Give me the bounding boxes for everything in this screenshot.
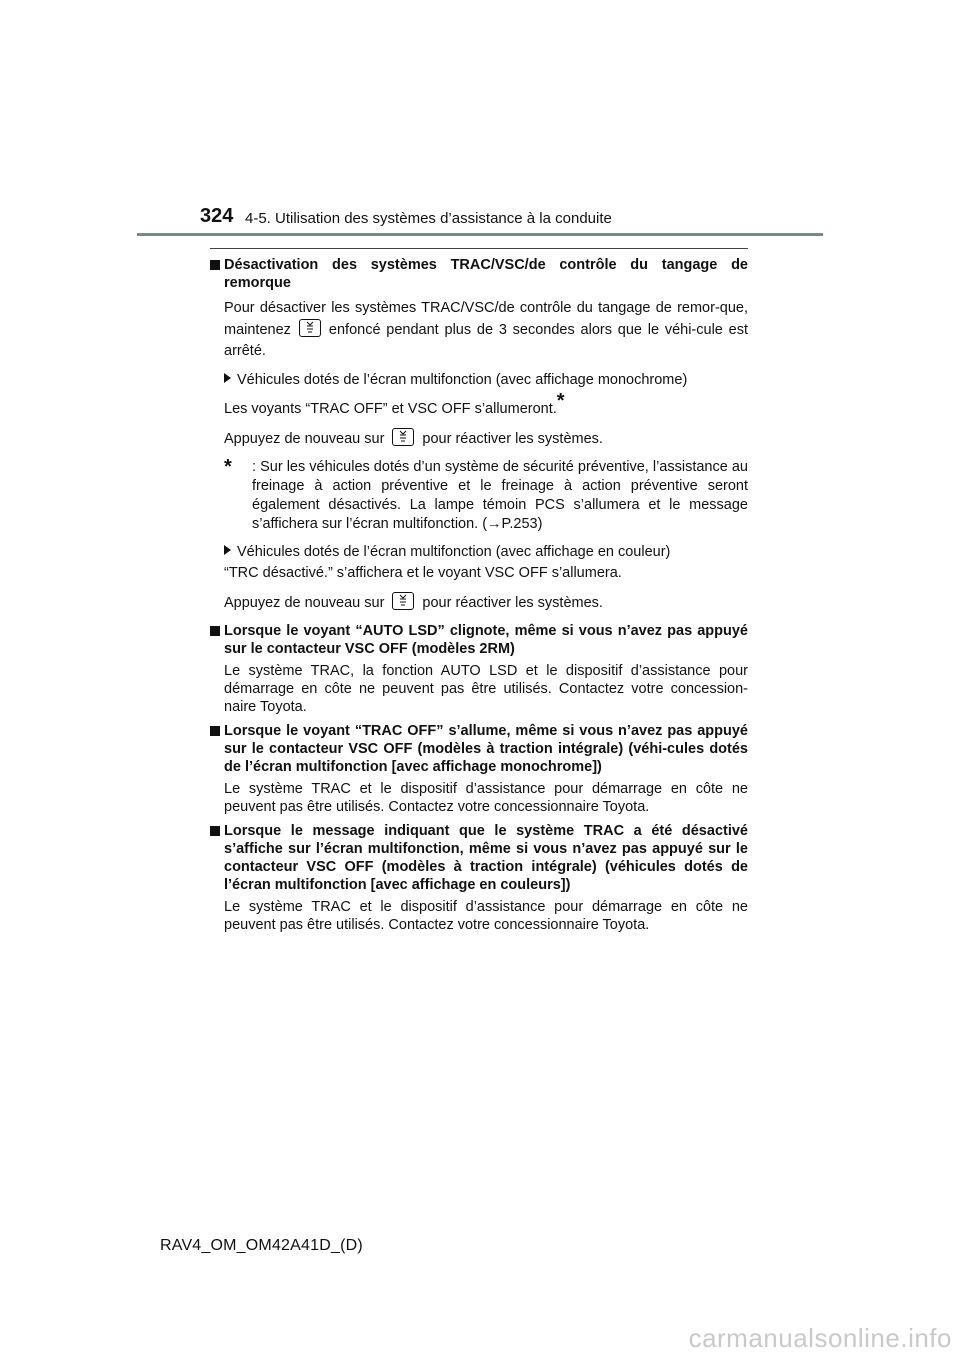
vehicle-variant-color: Véhicules dotés de l’écran multifonction (avec affichage en couleur) “TRC désactivé.” s’affichera et le voyant VSC OFF s’allumera.	[224, 543, 671, 581]
vsc-off-switch-icon	[392, 592, 414, 610]
footnote: * : Sur les véhicules dotés d’un système de sécurité préventive, l’assistance au freinage à action préventive et le freinage à action préventive seront également désactivés. La lampe témoin PCS s’allumera et le message s’affichera sur l’écran multifonction. (→P.253)	[224, 455, 748, 532]
watermark[interactable]: carmanualsonline.info	[688, 1323, 952, 1353]
header-rule	[137, 233, 823, 236]
page-number: 324	[200, 205, 234, 227]
triangle-bullet-icon	[224, 373, 231, 383]
document-code: RAV4_OM_OM42A41D_(D)	[160, 1237, 363, 1254]
page-content	[210, 256, 748, 940]
section-body: Le système TRAC et le dispositif d’assistance pour démarrage en côte ne peuvent pas être utilisés. Contactez votre concessionnaire Toyota.	[224, 898, 748, 933]
section-body: Le système TRAC et le dispositif d’assistance pour démarrage en côte ne peuvent pas être utilisés. Contactez votre concessionnaire Toyota.	[224, 780, 748, 815]
square-bullet-icon	[210, 826, 220, 836]
square-bullet-icon	[210, 726, 220, 736]
section-deactivation	[210, 256, 748, 614]
square-bullet-icon	[210, 260, 220, 270]
section-trac-off	[210, 722, 748, 816]
paragraph: Appuyez de nouveau sur pour réactiver les systèmes.	[224, 428, 748, 450]
triangle-bullet-icon	[224, 545, 231, 555]
footnote-star: *	[224, 455, 232, 478]
section-body: Le système TRAC, la fonction AUTO LSD et le dispositif d’assistance pour démarrage en côte ne peuvent pas être utilisés. Contactez votre concession-naire Toyota.	[224, 662, 748, 715]
section-heading: Lorsque le voyant “TRAC OFF” s’allume, même si vous n’avez pas appuyé sur le contacteur VSC OFF (modèles à traction intégrale) (véhi-cules dotés de l’écran multifonction [avec affichage monochrome])	[210, 722, 748, 776]
section-trac-message	[210, 822, 748, 934]
paragraph: Pour désactiver les systèmes TRAC/VSC/de contrôle du tangage de remor-que, maintenez enfoncé pendant plus de 3 secondes alors que le véhi-cule est arrêté.	[224, 300, 748, 359]
section-heading: Lorsque le voyant “AUTO LSD” clignote, même si vous n’avez pas appuyé sur le contacteur VSC OFF (modèles 2RM)	[210, 622, 748, 658]
vehicle-variant-mono: Véhicules dotés de l’écran multifonction (avec affichage monochrome) Les voyants “TRAC OFF” et VSC OFF s’allumeront.*	[224, 372, 688, 417]
square-bullet-icon	[210, 626, 220, 636]
section-rule	[210, 248, 748, 249]
section-auto-lsd	[210, 622, 748, 716]
chapter-title: 4-5. Utilisation des systèmes d’assistance à la conduite	[245, 210, 612, 227]
vsc-off-switch-icon	[299, 319, 321, 337]
section-heading: Lorsque le message indiquant que le système TRAC a été désactivé s’affiche sur l’écran multifonction, même si vous n’avez pas appuyé sur le contacteur VSC OFF (modèles à traction intégrale) (véhicules dotés de l’écran multifonction [avec affichage en couleurs])	[210, 822, 748, 894]
footnote-star: *	[556, 390, 565, 412]
vsc-off-switch-icon	[392, 428, 414, 446]
paragraph: Appuyez de nouveau sur pour réactiver les systèmes.	[224, 592, 748, 614]
section-heading: Désactivation des systèmes TRAC/VSC/de contrôle du tangage de remorque	[210, 256, 748, 292]
